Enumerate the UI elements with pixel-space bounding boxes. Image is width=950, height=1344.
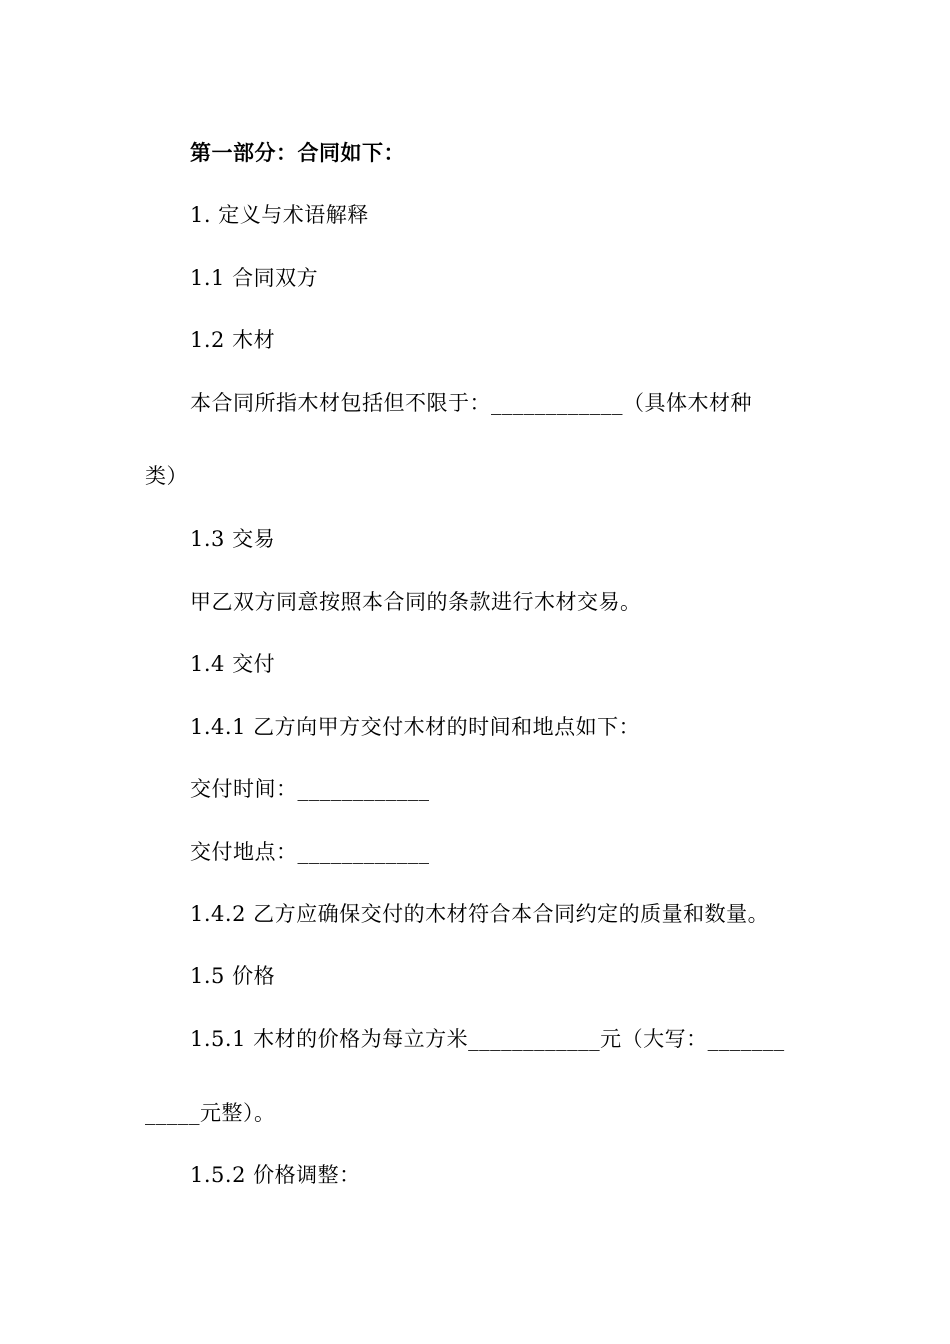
clause-1-5-1-text-continued: _____元整）。 xyxy=(145,1101,276,1125)
clause-1-2-title: 1.2 木材 xyxy=(190,328,276,352)
clause-1-5-2-title: 1.5.2 价格调整： xyxy=(190,1163,361,1187)
clause-1-4-title: 1.4 交付 xyxy=(190,652,276,676)
delivery-time-field: 交付时间：____________ xyxy=(190,777,430,801)
clause-1-2-text-continued: 类） xyxy=(145,464,188,488)
clause-1-3-title: 1.3 交易 xyxy=(190,527,276,551)
clause-1-4-1-text: 1.4.1 乙方向甲方交付木材的时间和地点如下： xyxy=(190,715,641,739)
clause-1-3-text: 甲乙双方同意按照本合同的条款进行木材交易。 xyxy=(190,590,642,614)
clause-1-5-1-text: 1.5.1 木材的价格为每立方米____________元（大写：_______ xyxy=(190,1027,785,1051)
clause-1-1-title: 1.1 合同双方 xyxy=(190,266,319,290)
delivery-location-field: 交付地点：____________ xyxy=(190,840,430,864)
clause-1-5-title: 1.5 价格 xyxy=(190,964,276,988)
clause-1-2-text: 本合同所指木材包括但不限于：____________（具体木材种 xyxy=(190,391,752,415)
clause-1-title: 1. 定义与术语解释 xyxy=(190,203,369,227)
section-heading: 第一部分：合同如下： xyxy=(190,140,405,165)
clause-1-4-2-text: 1.4.2 乙方应确保交付的木材符合本合同约定的质量和数量。 xyxy=(190,902,770,926)
